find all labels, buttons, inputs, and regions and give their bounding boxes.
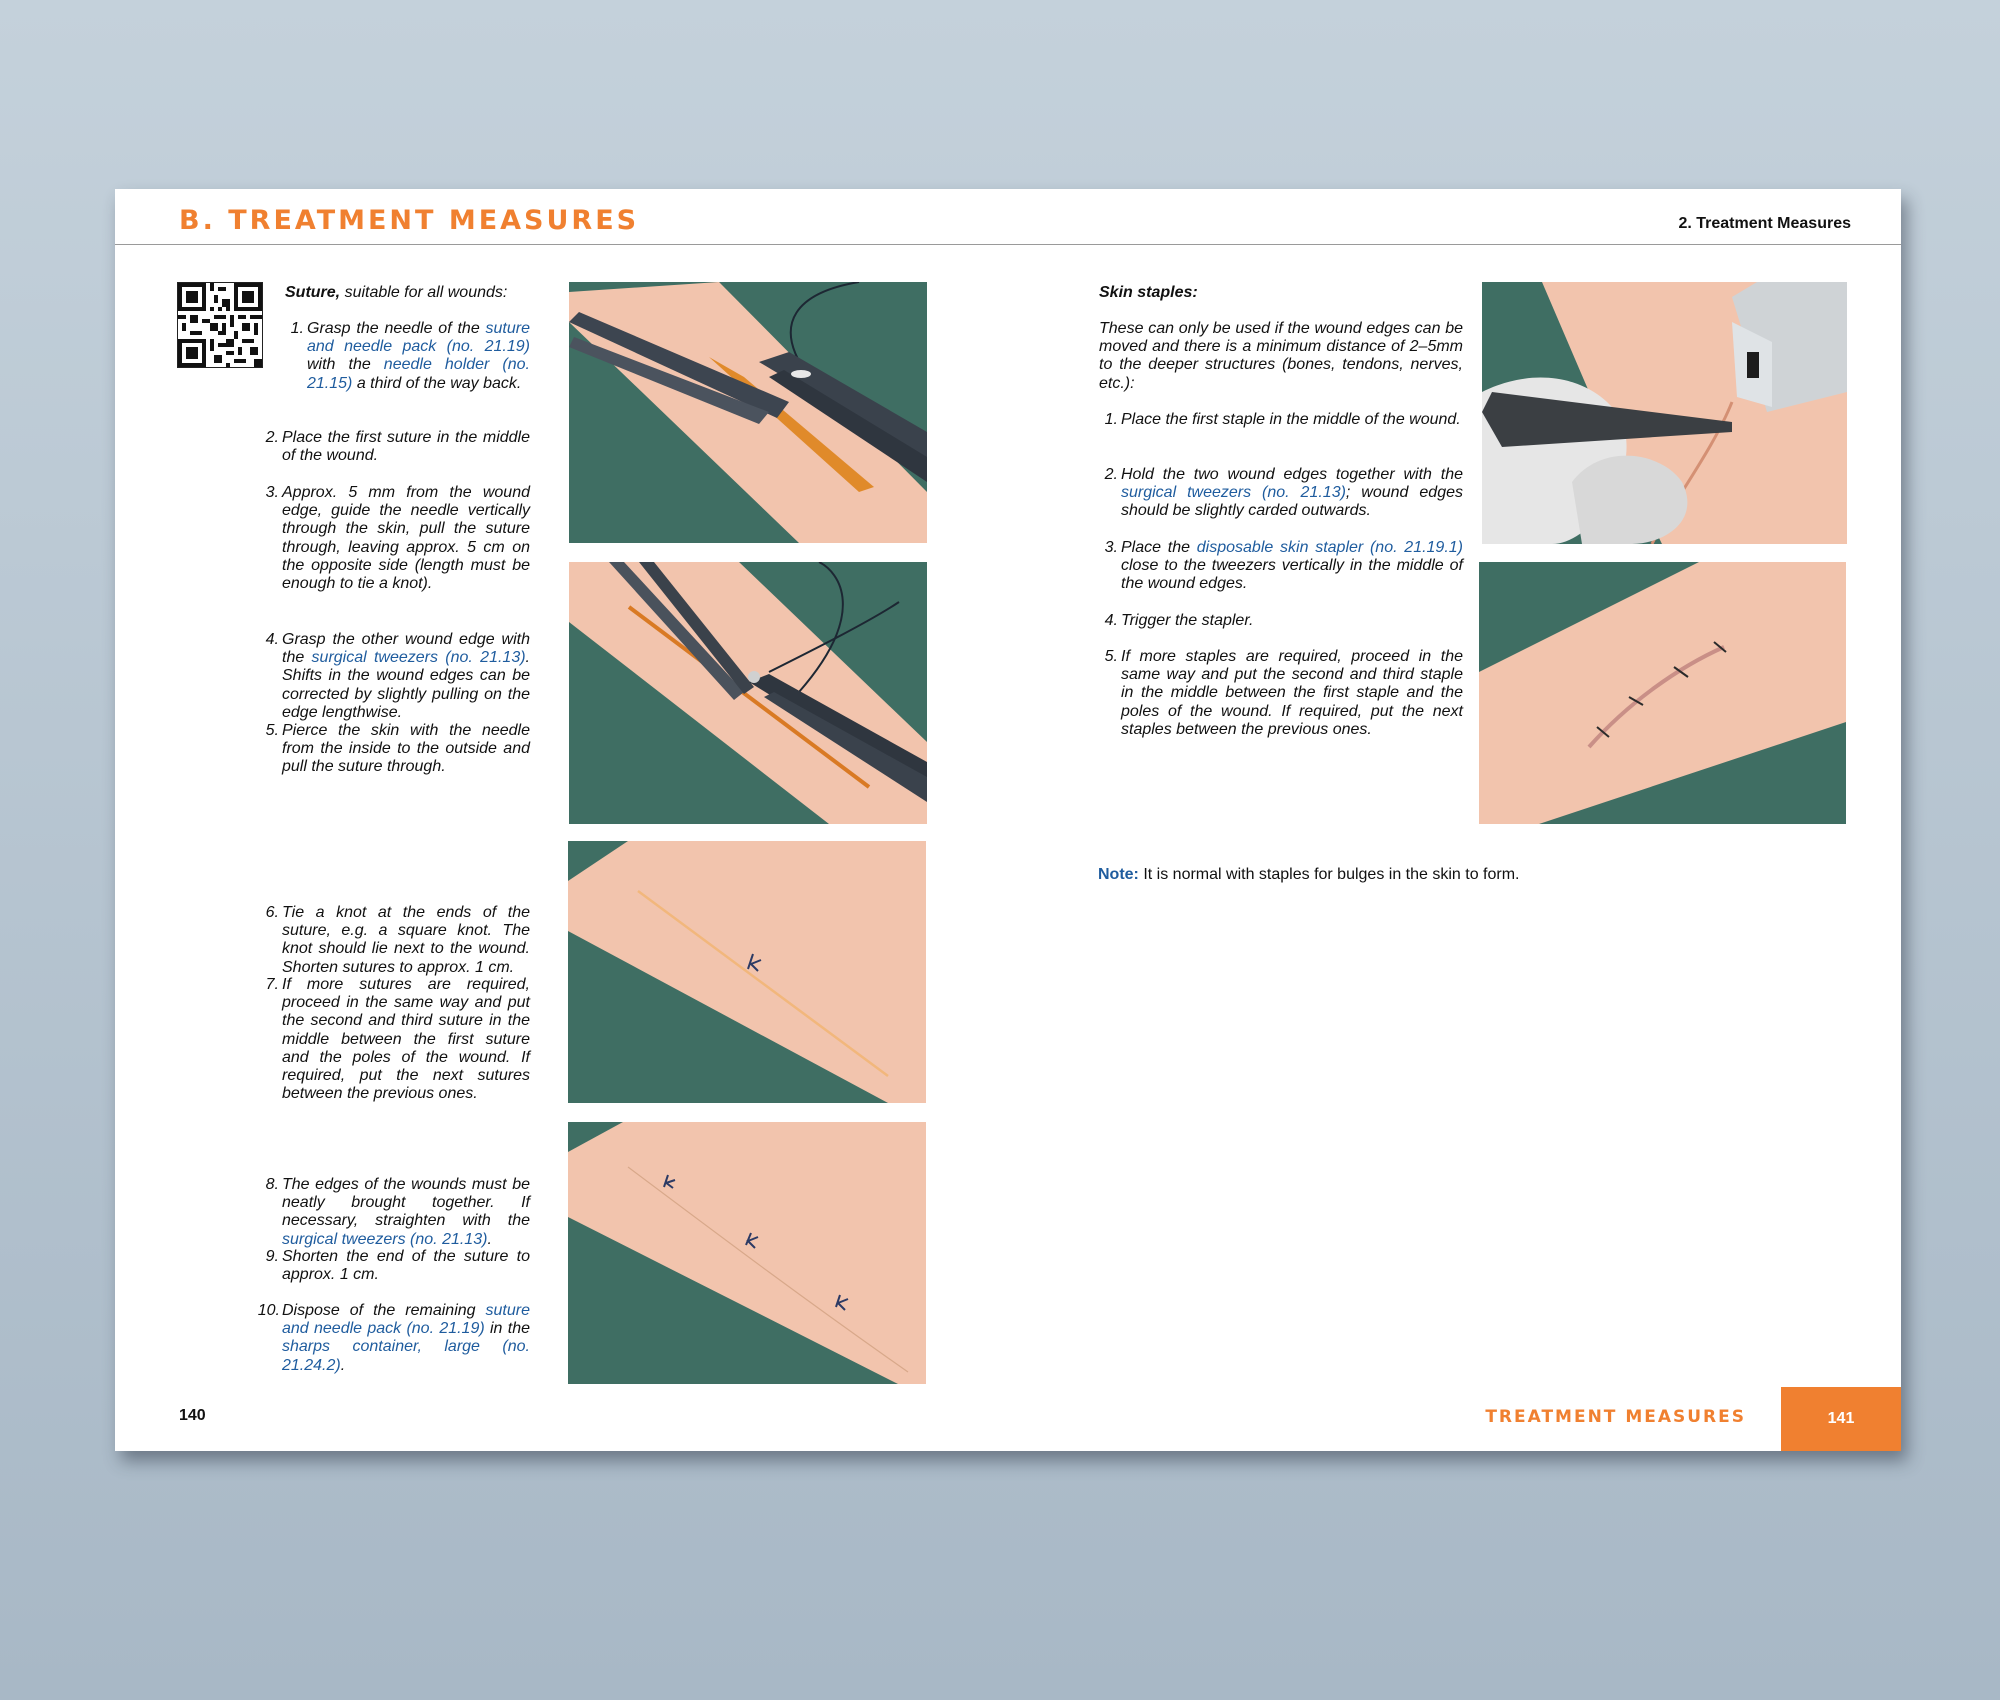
step-number: 1. [1104,411,1118,428]
step-text: Dispose of the remaining [282,1302,486,1319]
suture-subtitle: suitable for all wounds: [340,284,508,301]
reference-link[interactable]: surgical tweezers (no. 21.13) [282,1230,488,1248]
chapter-title: 2. Treatment Measures [1678,215,1851,232]
step-text: The edges of the wounds must be neatly brought together. If necessary, straighten with the [282,1176,530,1230]
header-divider [115,244,1901,245]
step-text: . Shifts in the wound edges can be corrected by slightly pulling on the edge lengthwise. [282,649,530,721]
suture-step [265,904,530,977]
step-text: Trigger the stapler. [1121,612,1254,629]
suture-step [265,1248,530,1284]
step-text: . [340,1356,346,1374]
photo-first-knot [568,841,926,1103]
step-text: a third of the way back. [352,374,522,392]
step-number: 5. [1104,648,1118,665]
photo-tweezers-needle [569,562,927,824]
step-text: If more sutures are required, proceed in the same way and put the second and third suture in the middle between the first suture and the poles of the wound. If required, put the next sutures between the previous ones. [282,976,530,1103]
step-number: 4. [1104,612,1118,629]
reference-link[interactable]: suture and needle pack (no. 21.19) [282,1302,530,1338]
reference-link[interactable]: needle holder (no. 21.15) [307,356,530,392]
photo-needle-holder [569,282,927,543]
suture-step [265,631,530,722]
staple-step [1104,612,1463,630]
step-number: 1. [290,320,304,337]
step-text: Place the first suture in the middle of the wound. [282,429,530,465]
photo-staples-result [1479,562,1846,824]
step-text: in the [484,1320,530,1338]
staple-step [1104,466,1463,521]
step-number: 10. [257,1302,280,1319]
step-text: ; wound edges should be slightly carded outwards. [1121,484,1463,520]
step-number: 2. [265,429,279,446]
suture-step [265,484,530,593]
step-text: with the [307,356,384,374]
suture-step [257,1302,530,1375]
reference-link[interactable]: suture and needle pack (no. 21.19) [307,320,530,356]
suture-step [265,722,530,777]
reference-link[interactable]: surgical tweezers (no. 21.13) [1121,484,1346,502]
step-number: 8. [265,1176,279,1193]
step-number: 3. [265,484,279,501]
reference-link[interactable]: sharps container, large (no. 21.24.2) [282,1338,530,1374]
step-number: 3. [1104,539,1118,556]
step-text: Approx. 5 mm from the wound edge, guide the needle vertically through the skin, pull the suture through, leaving approx. 5 cm on the opposite side (length must be enough to tie a knot). [282,484,530,593]
footer-section-title: TREATMENT MEASURES [1485,1407,1746,1427]
step-text: close to the tweezers vertically in the middle of the wound edges. [1121,557,1463,593]
staple-step [1104,411,1463,429]
step-number: 4. [265,631,279,648]
suture-step [265,976,530,1103]
step-text: Place the first staple in the middle of the wound. [1121,411,1461,428]
reference-link[interactable]: surgical tweezers (no. 21.13) [311,649,526,667]
qr-code-icon [177,282,263,368]
staples-title: Skin staples: [1099,284,1198,301]
step-text: If more staples are required, proceed in the same way and put the second and third staple in the middle between the first staple and the poles of the wound. If required, put the next staples between the previous ones. [1121,648,1463,738]
suture-step [290,320,530,393]
step-number: 7. [265,976,279,993]
staples-intro: These can only be used if the wound edges can be moved and there is a minimum distance of 2–5mm to the deeper structures (bones, tendons, nerves, etc.): [1099,320,1463,392]
step-number: 6. [265,904,279,921]
suture-step [265,429,530,465]
step-text: Place the [1121,539,1197,556]
staple-step [1104,539,1464,594]
note-label: Note: [1098,866,1139,883]
note-text: It is normal with staples for bulges in the skin to form. [1138,866,1520,883]
step-number: 5. [265,722,279,739]
photo-stapler-placement [1482,282,1847,544]
step-text: Grasp the needle of the [307,320,486,337]
page-number-right: 141 [1781,1387,1901,1451]
step-text: . [487,1230,492,1248]
step-text: Tie a knot at the ends of the suture, e.g. a square knot. The knot should lie next to the wound. Shorten sutures to approx. 1 cm. [282,904,530,976]
reference-link[interactable]: disposable skin stapler (no. 21.19.1) [1196,539,1464,556]
step-number: 9. [265,1248,279,1265]
step-text: Pierce the skin with the needle from the inside to the outside and pull the suture through. [282,722,530,776]
step-number: 2. [1104,466,1118,483]
note [1098,866,1520,884]
staple-step [1104,648,1463,739]
suture-title: Suture, [285,284,341,301]
page-number-left: 140 [179,1407,206,1424]
section-title: B. TREATMENT MEASURES [179,205,640,236]
book-spread [115,189,1901,1451]
suture-intro [285,284,530,302]
step-text: Hold the two wound edges together with the [1121,466,1463,483]
photo-three-sutures [568,1122,926,1384]
step-text: Shorten the end of the suture to approx. 1 cm. [282,1248,530,1284]
suture-step [265,1176,530,1249]
step-text: Grasp the other wound edge with the [282,631,530,667]
